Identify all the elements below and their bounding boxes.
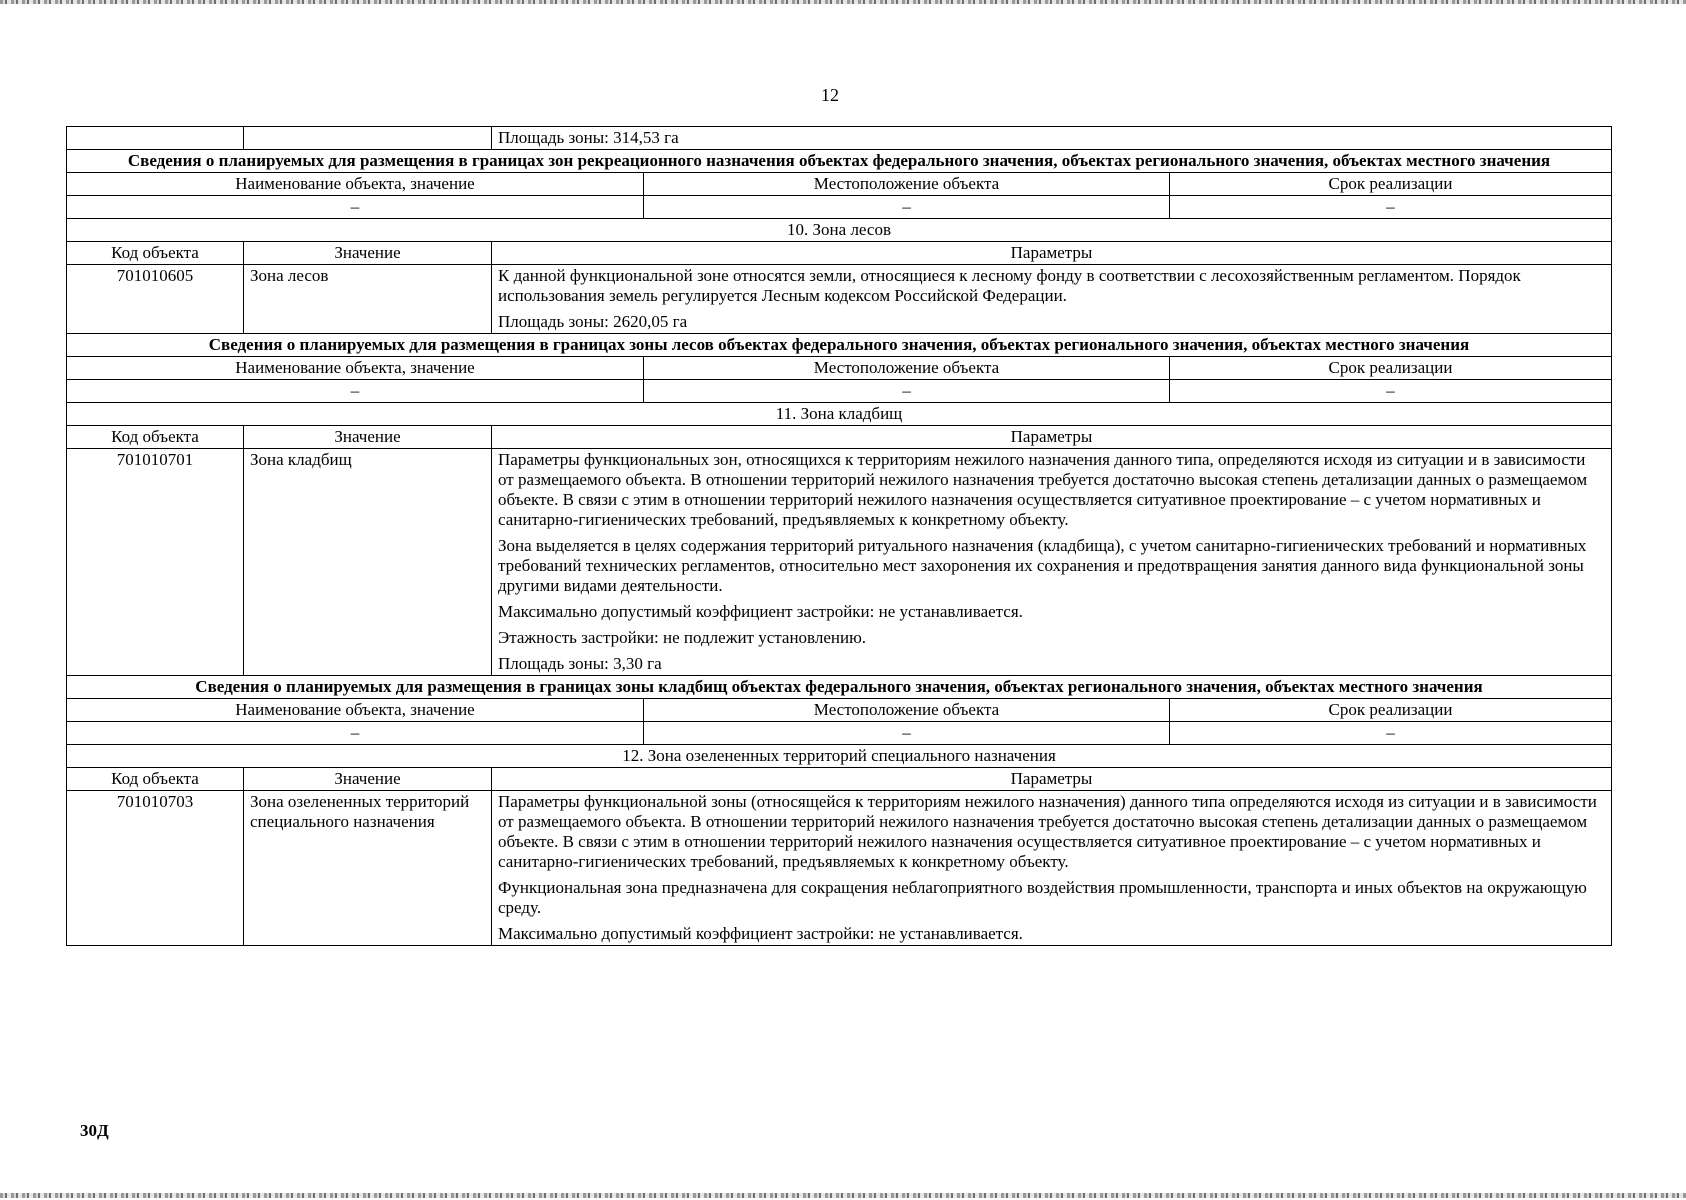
column-header-code: Код объекта xyxy=(67,768,244,791)
object-value: Зона кладбищ xyxy=(244,449,492,676)
table-row xyxy=(67,426,1612,449)
column-header-location: Местоположение объекта xyxy=(644,173,1170,196)
object-value: Зона озелененных территорий специального назначения xyxy=(244,791,492,946)
dash-cell: – xyxy=(1170,380,1612,403)
column-header-params: Параметры xyxy=(492,768,1612,791)
page-number: 12 xyxy=(821,85,839,105)
dash-cell: – xyxy=(67,722,644,745)
param-text: Зона выделяется в целях содержания территорий ритуального назначения (кладбища), с учетом санитарно-гигиенических требований и нормативных требований технических регламентов, относительно мест захоронения их сохранения и предотвращения занятия данного вида функциональной зоны другими видами деятельности. xyxy=(498,536,1587,595)
section-title: 10. Зона лесов xyxy=(67,219,1612,242)
dash-cell: – xyxy=(1170,196,1612,219)
table-row xyxy=(67,768,1612,791)
scan-edge-bottom xyxy=(0,1193,1686,1198)
column-header-name: Наименование объекта, значение xyxy=(67,173,644,196)
column-header-code: Код объекта xyxy=(67,426,244,449)
zone-area: Площадь зоны: 2620,05 га xyxy=(498,312,688,331)
table-row xyxy=(67,265,1612,334)
param-text: Параметры функциональных зон, относящихся к территориям нежилого назначения данного типа, определяются исходя из ситуации и в зависимости от размещаемого объекта. В отношении территорий нежилого назначения требуется достаточно высокая степень детализации данных о размещаемом объекте. В связи с этим в отношении территорий нежилого назначения осуществляется ситуативное проектирование – с учетом нормативных и санитарно-гигиенических требований, предъявляемых к конкретному объекту. xyxy=(498,450,1588,529)
dash-cell: – xyxy=(644,380,1170,403)
object-code: 701010605 xyxy=(67,265,244,334)
object-code: 701010701 xyxy=(67,449,244,676)
table-row xyxy=(67,334,1612,357)
dash-cell: – xyxy=(644,196,1170,219)
object-value: Зона лесов xyxy=(244,265,492,334)
column-header-params: Параметры xyxy=(492,242,1612,265)
dash-cell: – xyxy=(644,722,1170,745)
table-row xyxy=(67,357,1612,380)
table-row xyxy=(67,127,1612,150)
column-header-value: Значение xyxy=(244,426,492,449)
table-row xyxy=(67,380,1612,403)
scan-edge-top xyxy=(0,0,1686,4)
column-header-location: Местоположение объекта xyxy=(644,357,1170,380)
empty-cell xyxy=(244,127,492,150)
section-info-title: Сведения о планируемых для размещения в границах зоны кладбищ объектах федерального значения, объектах регионального значения, объектах местного значения xyxy=(67,676,1612,699)
table-row xyxy=(67,242,1612,265)
zone-area: Площадь зоны: 3,30 га xyxy=(498,654,662,673)
column-header-name: Наименование объекта, значение xyxy=(67,357,644,380)
zone-area: Площадь зоны: 314,53 га xyxy=(492,127,1612,150)
column-header-value: Значение xyxy=(244,768,492,791)
column-header-term: Срок реализации xyxy=(1170,699,1612,722)
dash-cell: – xyxy=(67,196,644,219)
section-title: 11. Зона кладбищ xyxy=(67,403,1612,426)
table-row xyxy=(67,745,1612,768)
footer-mark: 30Д xyxy=(80,1121,109,1140)
param-text: К данной функциональной зоне относятся земли, относящиеся к лесному фонду в соответствии с лесохозяйственным регламентом. Порядок использования земель регулируется Лесным кодексом Российской Федерации. xyxy=(498,266,1521,305)
param-text: Этажность застройки: не подлежит установлению. xyxy=(498,628,867,647)
table-row xyxy=(67,791,1612,946)
column-header-term: Срок реализации xyxy=(1170,357,1612,380)
table-row xyxy=(67,403,1612,426)
table-row xyxy=(67,722,1612,745)
section-info-title: Сведения о планируемых для размещения в границах зоны лесов объектах федерального значения, объектах регионального значения, объектах местного значения xyxy=(67,334,1612,357)
zones-table xyxy=(66,126,1612,946)
table-row xyxy=(67,699,1612,722)
table-row xyxy=(67,449,1612,676)
dash-cell: – xyxy=(67,380,644,403)
table-row xyxy=(67,196,1612,219)
column-header-term: Срок реализации xyxy=(1170,173,1612,196)
param-text: Параметры функциональной зоны (относящейся к территориям нежилого назначения) данного типа определяются исходя из ситуации и в зависимости от размещаемого объекта. В отношении территорий нежилого назначения требуется достаточно высокая степень детализации данных о размещаемом объекте. В связи с этим в отношении территорий нежилого назначения осуществляется ситуативное проектирование – с учетом нормативных и санитарно-гигиенических требований, предъявляемых к конкретному объекту. xyxy=(498,792,1597,871)
table-row xyxy=(67,219,1612,242)
param-text: Максимально допустимый коэффициент застройки: не устанавливается. xyxy=(498,924,1023,943)
empty-cell xyxy=(67,127,244,150)
param-text: Функциональная зона предназначена для сокращения неблагоприятного воздействия промышленности, транспорта и иных объектов на окружающую среду. xyxy=(498,878,1587,917)
section-title: 12. Зона озелененных территорий специального назначения xyxy=(67,745,1612,768)
object-params xyxy=(492,449,1612,676)
column-header-params: Параметры xyxy=(492,426,1612,449)
dash-cell: – xyxy=(1170,722,1612,745)
object-code: 701010703 xyxy=(67,791,244,946)
table-row xyxy=(67,173,1612,196)
column-header-name: Наименование объекта, значение xyxy=(67,699,644,722)
table-row xyxy=(67,676,1612,699)
table-row xyxy=(67,150,1612,173)
object-params xyxy=(492,791,1612,946)
column-header-code: Код объекта xyxy=(67,242,244,265)
section-info-title: Сведения о планируемых для размещения в границах зон рекреационного назначения объектах федерального значения, объектах регионального значения, объектах местного значения xyxy=(67,150,1612,173)
object-params xyxy=(492,265,1612,334)
column-header-value: Значение xyxy=(244,242,492,265)
column-header-location: Местоположение объекта xyxy=(644,699,1170,722)
param-text: Максимально допустимый коэффициент застройки: не устанавливается. xyxy=(498,602,1023,621)
